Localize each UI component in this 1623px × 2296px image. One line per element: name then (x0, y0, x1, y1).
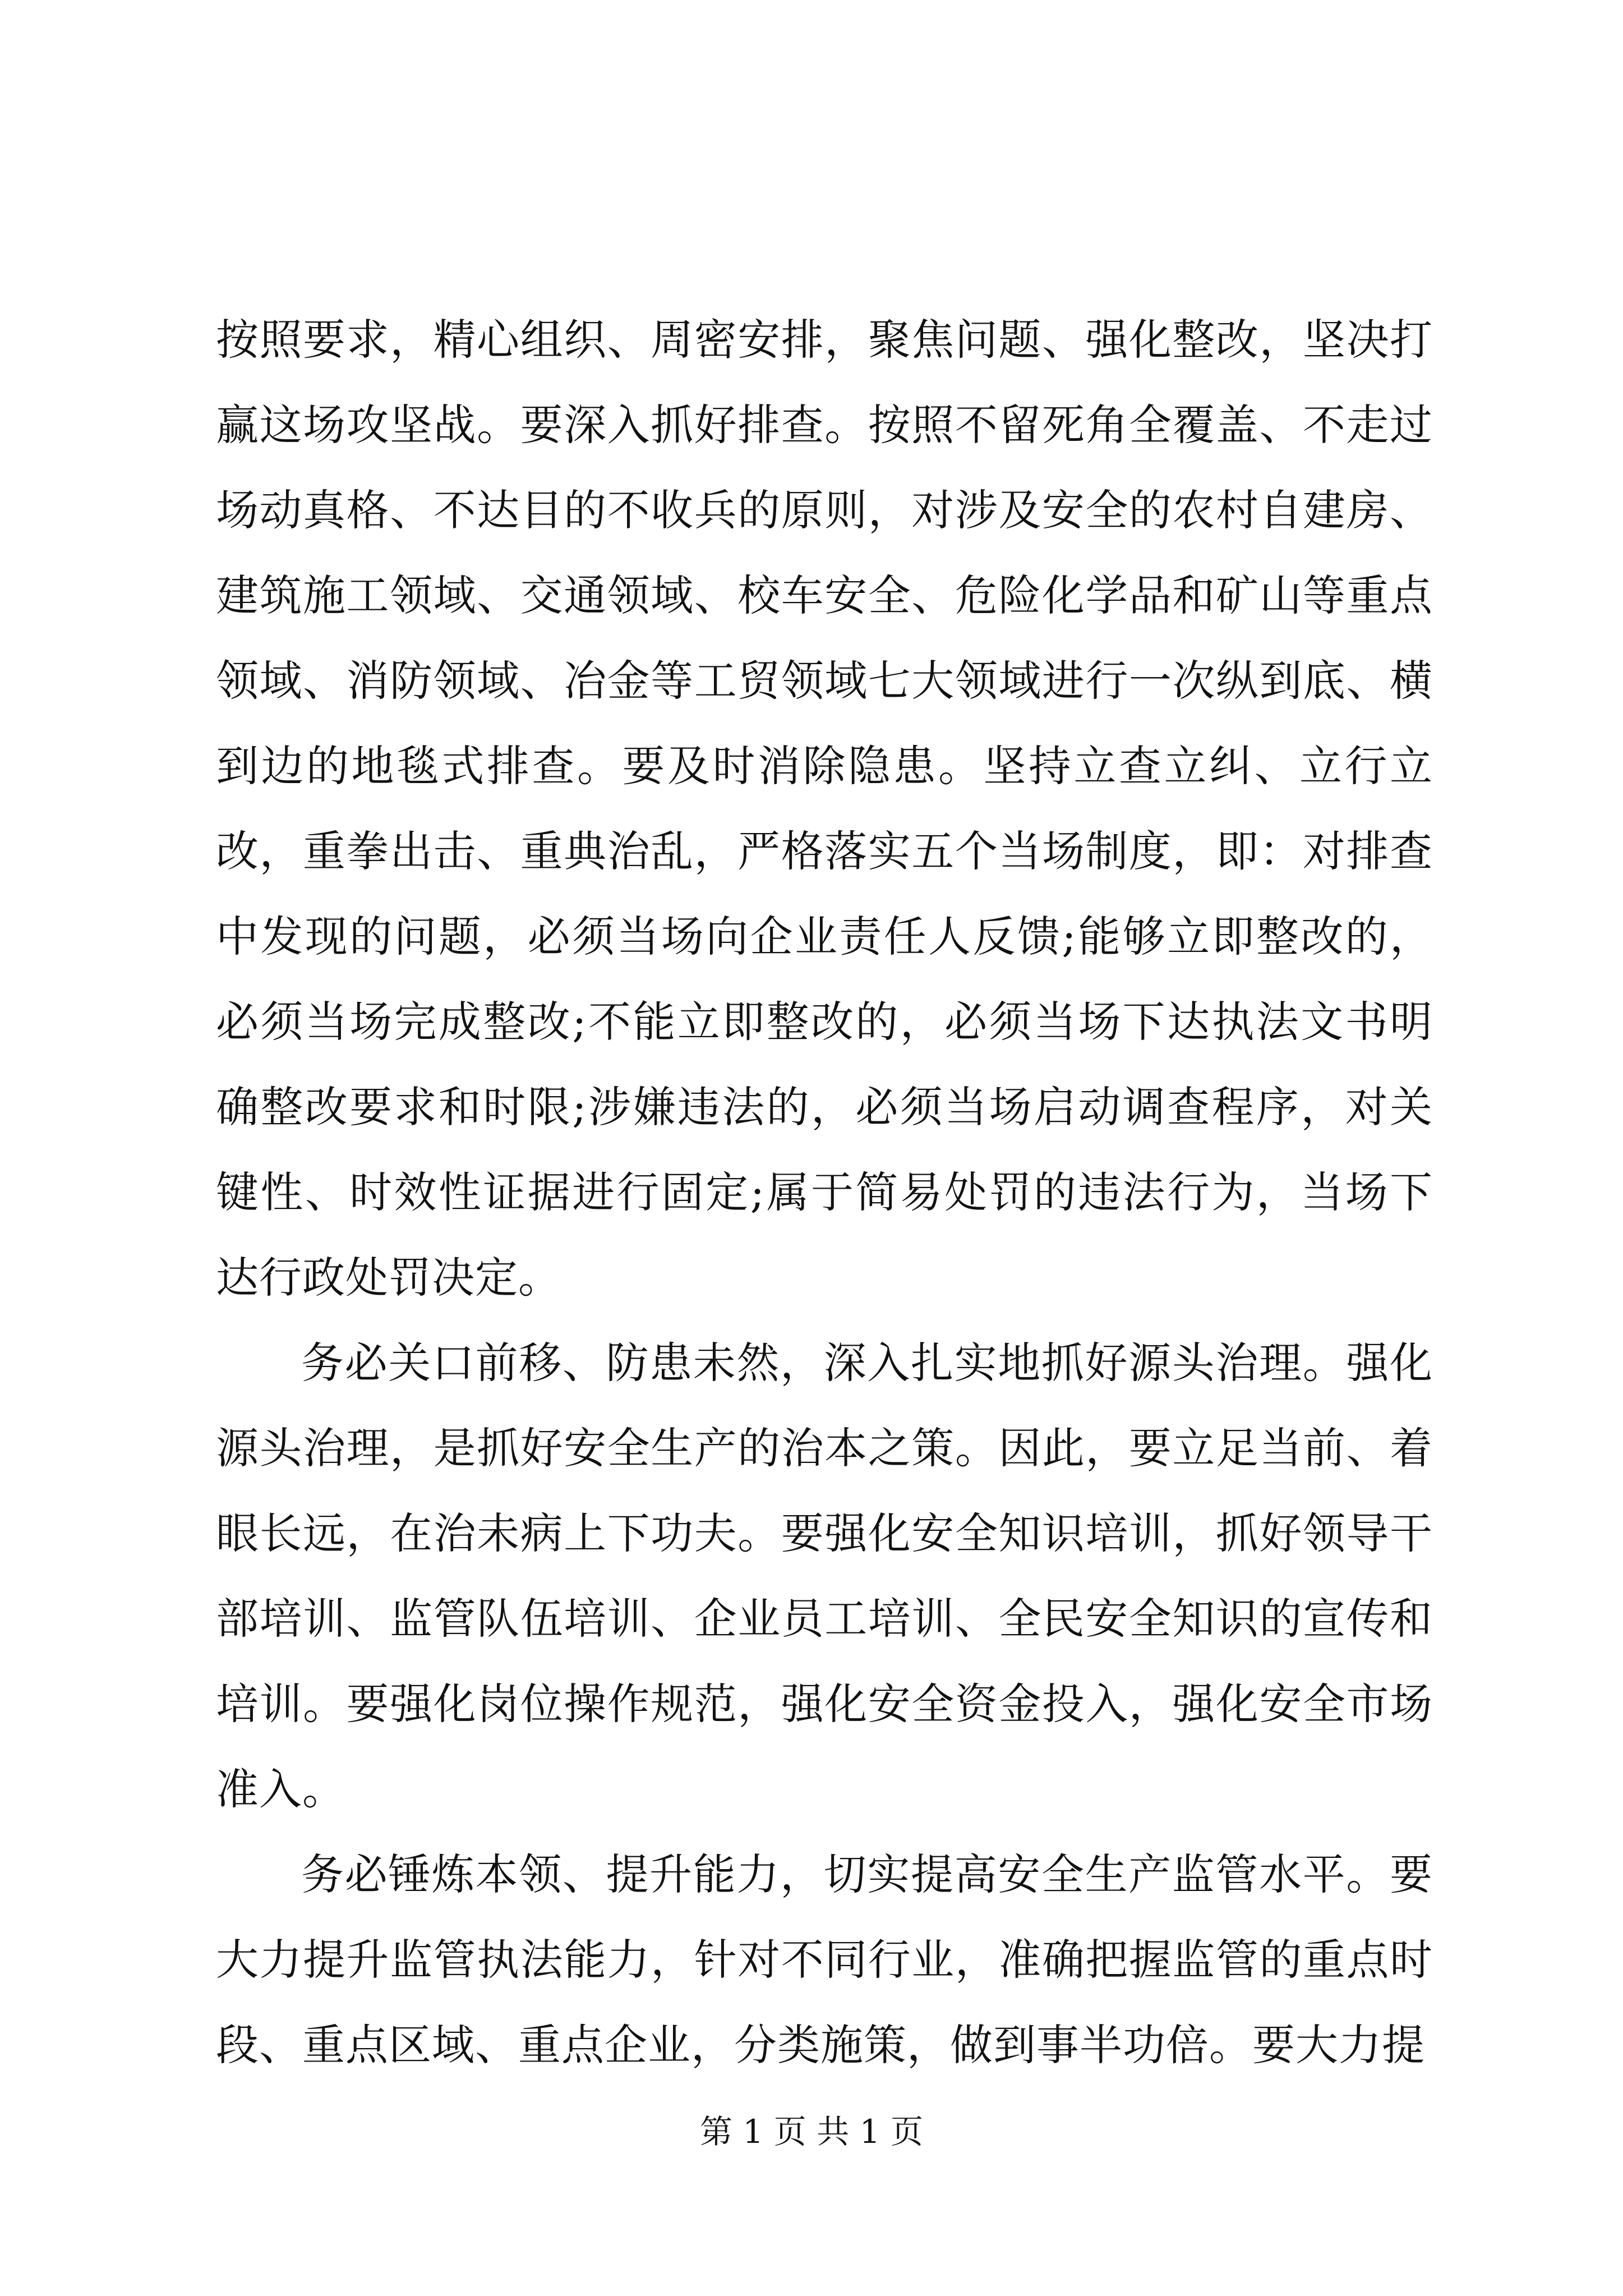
paragraph-3: 务必锤炼本领、提升能力，切实提高安全生产监管水平。要大力提升监管执法能力，针对不同行业，准确把握监管的重点时段、重点区域、重点企业，分类施策，做到事半功倍。要大力提 (216, 1849, 1433, 2070)
paragraph-2: 务必关口前移、防患未然，深入扎实地抓好源头治理。强化源头治理，是抓好安全生产的治本之策。因此，要立足当前、着眼长远，在治未病上下功夫。要强化安全知识培训，抓好领导干部培训、监管队伍培训、企业员工培训、全民安全知识的宣传和培训。要强化岗位操作规范，强化安全资金投入，强化安全市场准入。 (216, 1338, 1433, 1814)
paragraph-1: 按照要求，精心组织、周密安排，聚焦问题、强化整改，坚决打赢这场攻坚战。要深入抓好排查。按照不留死角全覆盖、不走过场动真格、不达目的不收兵的原则，对涉及安全的农村自建房、建筑施工领域、交通领域、校车安全、危险化学品和矿山等重点领域、消防领域、冶金等工贸领域七大领域进行一次纵到底、横到边的地毯式排查。要及时消除隐患。坚持立查立纠、立行立改，重拳出击、重典治乱，严格落实五个当场制度，即：对排查中发现的问题，必须当场向企业责任人反馈;能够立即整改的，必须当场完成整改;不能立即整改的，必须当场下达执法文书明确整改要求和时限;涉嫌违法的，必须当场启动调查程序，对关键性、时效性证据进行固定;属于简易处罚的违法行为，当场下达行政处罚决定。 (216, 315, 1433, 1303)
document-body (216, 297, 1433, 2088)
page-footer: 第 1 页 共 1 页 (700, 2113, 923, 2151)
